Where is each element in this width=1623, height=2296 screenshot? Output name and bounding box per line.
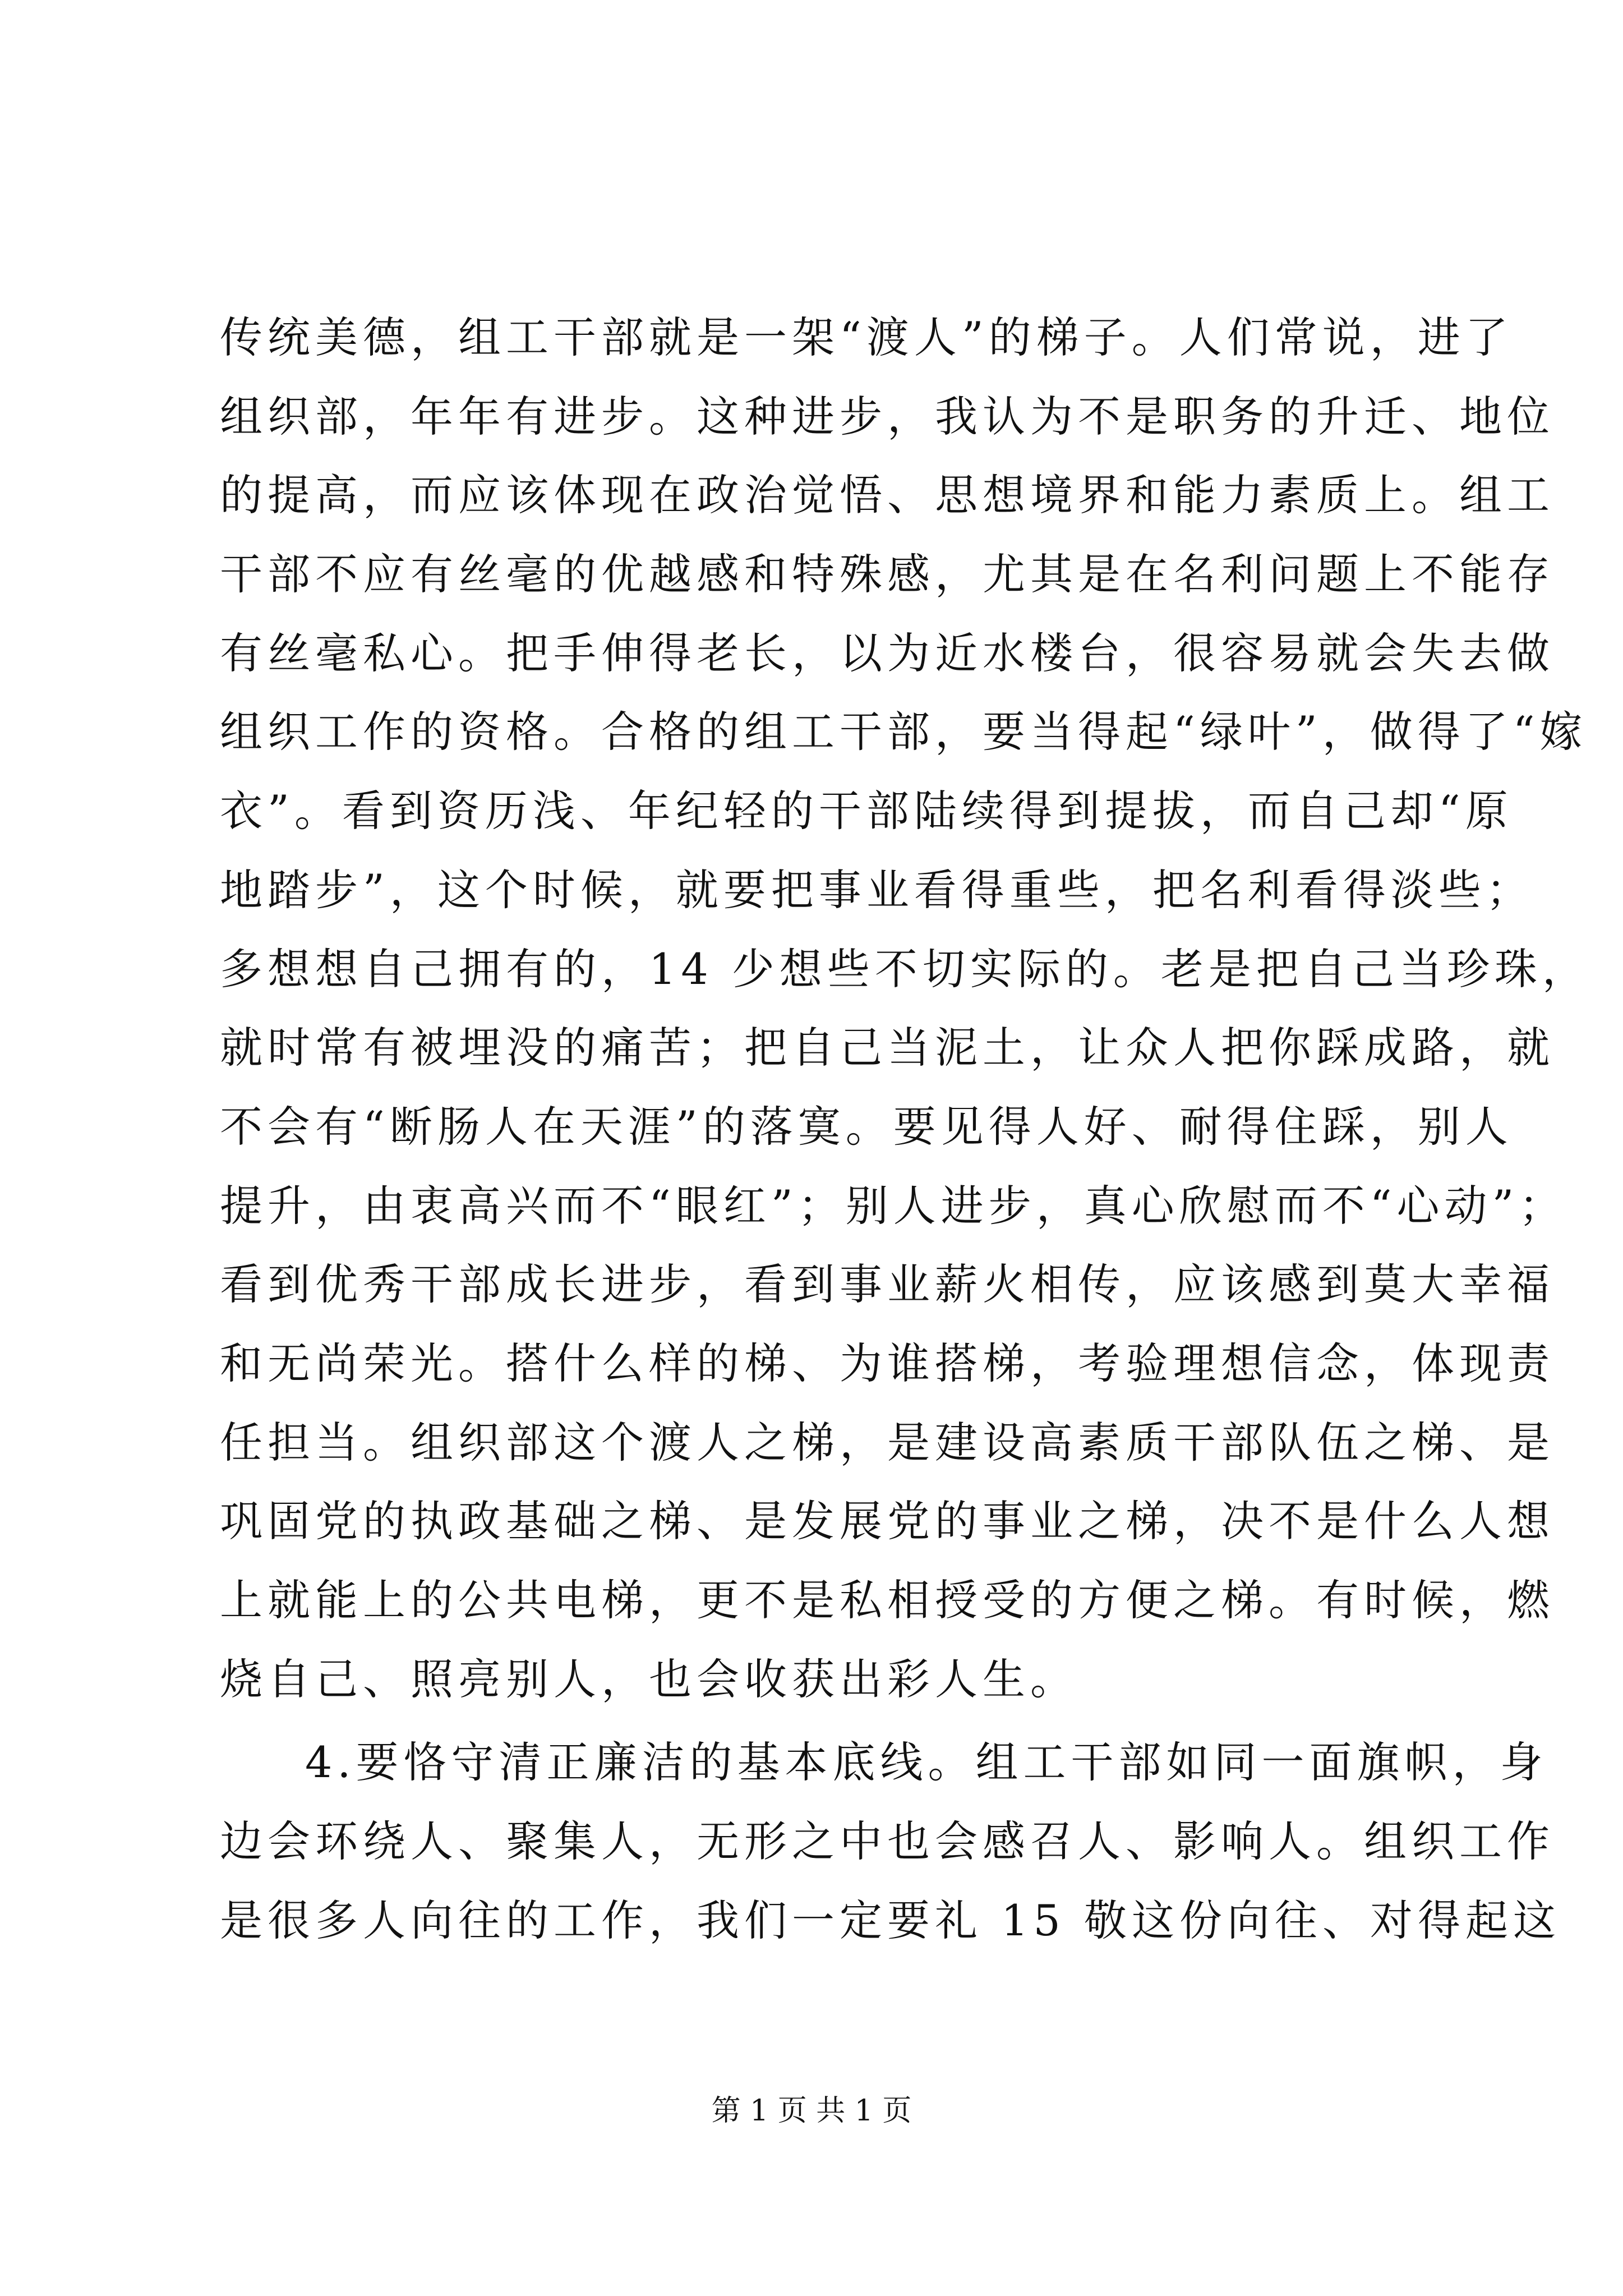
text-line: 衣”。看到资历浅、年纪轻的干部陆续得到提拔，而自己却“原 (220, 786, 1513, 836)
text-line: 烧自己、照亮别人，也会收获出彩人生。 (220, 1654, 1078, 1704)
page-number-footer: 第 1 页 共 1 页 (711, 2094, 912, 2128)
text-line: 不会有“断肠人在天涯”的落寞。要见得人好、耐得住踩，别人 (220, 1101, 1513, 1152)
text-line: 和无尚荣光。搭什么样的梯、为谁搭梯，考验理想信念，体现责 (220, 1338, 1555, 1388)
text-line: 就时常有被埋没的痛苦；把自己当泥土，让众人把你踩成路，就 (220, 1023, 1555, 1073)
text-line: 有丝毫私心。把手伸得老长，以为近水楼台，很容易就会失去做 (220, 628, 1555, 678)
text-line: 看到优秀干部成长进步，看到事业薪火相传，应该感到莫大幸福 (220, 1259, 1555, 1310)
paragraph-gap (220, 1719, 1493, 1723)
text-line: 是很多人向往的工作，我们一定要礼 15 敬这份向往、对得起这 (220, 1895, 1561, 1945)
text-line: 干部不应有丝毫的优越感和特殊感，尤其是在名利问题上不能存 (220, 549, 1555, 600)
text-line: 组织部，年年有进步。这种进步，我认为不是职务的升迁、地位 (220, 391, 1555, 441)
text-line: 边会环绕人、聚集人，无形之中也会感召人、影响人。组织工作 (220, 1816, 1555, 1867)
text-line: 组织工作的资格。合格的组工干部，要当得起“绿叶”，做得了“嫁 (220, 707, 1588, 757)
text-line: 上就能上的公共电梯，更不是私相授受的方便之梯。有时候，燃 (220, 1575, 1555, 1625)
text-line: 多想想自己拥有的，14 少想些不切实际的。老是把自己当珍珠， (220, 944, 1590, 994)
text-line: 巩固党的执政基础之梯、是发展党的事业之梯，决不是什么人想 (220, 1496, 1555, 1547)
text-line: 地踏步”，这个时候，就要把事业看得重些，把名利看得淡些； (220, 864, 1534, 915)
document-body (220, 298, 1590, 1960)
text-line: 提升，由衷高兴而不“眼红”；别人进步，真心欣慰而不“心动”； (220, 1180, 1567, 1231)
text-line: 任担当。组织部这个渡人之梯，是建设高素质干部队伍之梯、是 (220, 1417, 1555, 1467)
text-line: 的提高，而应该体现在政治觉悟、思想境界和能力素质上。组工 (220, 470, 1555, 521)
paragraph-start-line: 4.要恪守清正廉洁的基本底线。组工干部如同一面旗帜，身 (305, 1737, 1548, 1788)
text-line: 传统美德，组工干部就是一架“渡人”的梯子。人们常说，进了 (220, 312, 1513, 362)
